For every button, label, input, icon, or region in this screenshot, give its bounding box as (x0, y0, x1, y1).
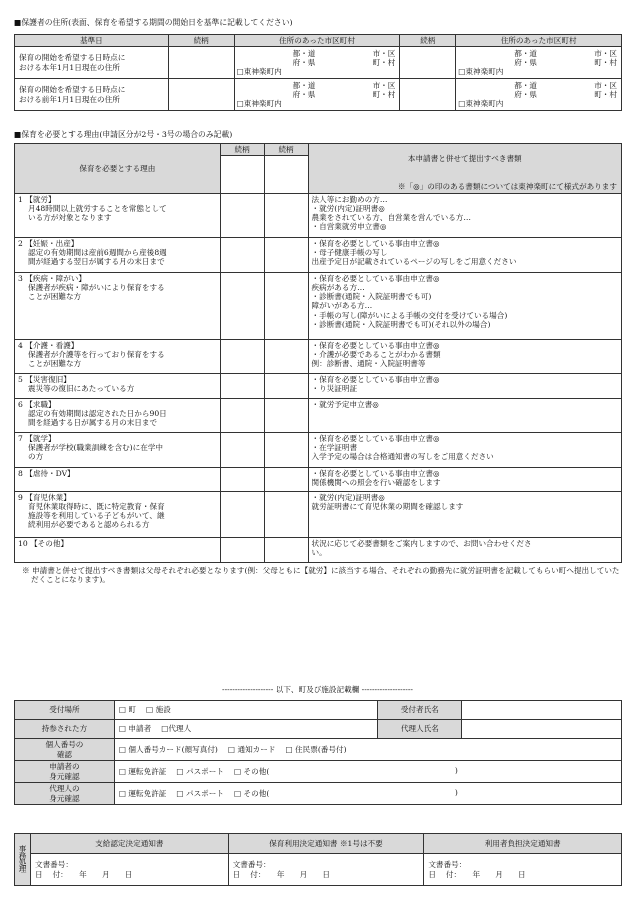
relation-input[interactable] (400, 47, 456, 79)
municipality-input[interactable]: 都・道 市・区 府・県 町・村 □東神楽町内 (456, 47, 622, 79)
agent-name-label: 代理人氏名 (378, 720, 462, 739)
relation-check[interactable] (220, 340, 264, 374)
header-relation-1: 続柄 (220, 144, 264, 156)
notice-support-cert: 支給認定決定通知書 (30, 834, 228, 854)
relation-check[interactable] (220, 273, 264, 340)
section2-heading: ■保育を必要とする理由(申請区分が2号・3号の場合のみ記載) (14, 130, 233, 139)
office-use-table (14, 700, 622, 805)
reason-row: 8 【虐待・DV】 ・保育を必要としている事由申立書◎ 関係機関への照会を行い確認をします (15, 468, 622, 492)
bearer-label: 持参された方 (15, 720, 115, 739)
guardian-address-table (14, 34, 622, 111)
relation-check[interactable] (220, 492, 264, 538)
required-docs: ・保育を必要としている事由申立書◎ 関係機関への照会を行い確認をします (308, 468, 621, 492)
applicant-id-check-options[interactable]: □ 運転免許証 □ パスポート □ その他( ) (114, 761, 621, 783)
higashikagura-checkbox[interactable]: □東神楽町内 (458, 67, 504, 76)
relation-check[interactable] (220, 238, 264, 273)
required-docs: 法人等にお勤めの方… ・就労(内定)証明書◎ 農業をされている方、自営業を営んでいる方… ・自営業就労申立書◎ (308, 194, 621, 238)
required-docs: 状況に応じて必要書類をご案内しますので、お問い合わせくださ い。 (308, 538, 621, 563)
header-municipality-1: 住所のあった市区町村 (234, 35, 400, 47)
reason-row: 2 【妊娠・出産】 認定の有効期間は産前6週間から産後8週 間が経過する翌日が属する月の末日まで ・保育を必要としている事由申立書◎ ・母子健康手帳の写し 出産予定日が記載されているページの写しをご用意ください (15, 238, 622, 273)
header-relation-1: 続柄 (168, 35, 234, 47)
bearer-options[interactable]: □ 申請者 □代理人 (114, 720, 378, 739)
municipality-input[interactable]: 都・道 市・区 府・県 町・村 □東神楽町内 (456, 79, 622, 111)
reason-row: 3 【疾病・障がい】 保護者が疾病・障がいにより保育をする ことが困難な方 ・保育を必要としている事由申立書◎ 疾病がある方… ・診断書(通院・入院証明書でも可) 障がいがある方… ・手帳の写し(障がいによる手帳の交付を受けている場合) ・診断書(通院・入院証明書でも可)(それ以外の場合) (15, 273, 622, 340)
municipality-input[interactable]: 都・道 市・区 府・県 町・村 □東神楽町内 (234, 47, 400, 79)
relation-check[interactable] (264, 194, 308, 238)
relation-check[interactable] (264, 340, 308, 374)
header-docs: 本申請書と併せて提出すべき書類 ※「◎」の印のある書類については東神楽町にて様式があります (308, 144, 621, 194)
relation-input[interactable] (168, 79, 234, 111)
reception-place-label: 受付場所 (15, 701, 115, 720)
receiver-name-label: 受付者氏名 (378, 701, 462, 720)
relation-check[interactable] (264, 238, 308, 273)
reason-row: 9 【育児休業】 育児休業取得時に、既に特定教育・保育 施設等を利用している子どもがいて、継 続利用が必要であると認められる方 ・就労(内定)証明書◎ 就労証明書にて育児休業の期間を確認します (15, 492, 622, 538)
relation-check[interactable] (220, 538, 264, 563)
relation-check[interactable] (220, 194, 264, 238)
required-docs: ・就労予定申立書◎ (308, 399, 621, 433)
address-row-label: 保育の開始を希望する日時点に おける本年1月1日現在の住所 (15, 47, 169, 79)
childcare-reason-table (14, 143, 622, 563)
relation-check[interactable] (220, 374, 264, 399)
address-row-label: 保育の開始を希望する日時点に おける前年1月1日現在の住所 (15, 79, 169, 111)
relation-check[interactable] (264, 399, 308, 433)
reason-row: 5 【災害復旧】 震災等の復旧にあたっている方 ・保育を必要としている事由申立書◎ ・り災証明証 (15, 374, 622, 399)
header-municipality-2: 住所のあった市区町村 (456, 35, 622, 47)
notice-user-burden: 利用者負担決定通知書 (424, 834, 622, 854)
higashikagura-checkbox[interactable]: □東神楽町内 (236, 67, 282, 76)
agent-id-check-label: 代理人の 身元確認 (15, 783, 115, 805)
required-docs: ・保育を必要としている事由申立書◎ ・母子健康手帳の写し 出産予定日が記載されているページの写しをご用意ください (308, 238, 621, 273)
header-relation-2: 続柄 (264, 144, 308, 156)
higashikagura-checkbox[interactable]: □東神楽町内 (458, 99, 504, 108)
reason-row: 6 【求職】 認定の有効期間は認定された日から90日 間を経過する日が属する月の末日まで ・就労予定申立書◎ (15, 399, 622, 433)
reason-row: 1 【就労】 月48時間以上就労することを常態として いる方が対象となります 法人等にお勤めの方… ・就労(内定)証明書◎ 農業をされている方、自営業を営んでいる方… ・自営業就労申立書◎ (15, 194, 622, 238)
required-docs: ・保育を必要としている事由申立書◎ ・介護が必要であることがわかる書類 例：診断書、通院・入院証明書等 (308, 340, 621, 374)
processing-table (14, 833, 622, 886)
notice-childcare-use: 保育利用決定通知書 ※1号は不要 (228, 834, 424, 854)
agent-id-check-options[interactable]: □ 運転免許証 □ パスポート □ その他( ) (114, 783, 621, 805)
documents-note: ※ 申請書と併せて提出すべき書類は父母それぞれ必要となります(例：父母ともに【就労】に該当する場合、それぞれの勤務先に就労証明書を記載してもらい町へ提出していただくことになります)。 (22, 566, 620, 585)
required-docs: ・就労(内定)証明書◎ 就労証明書にて育児休業の期間を確認します (308, 492, 621, 538)
relation-check[interactable] (264, 492, 308, 538)
relation-check[interactable] (220, 468, 264, 492)
applicant-id-check-label: 申請者の 身元確認 (15, 761, 115, 783)
address-row-this-year (15, 47, 622, 79)
relation-input[interactable] (220, 156, 264, 194)
address-row-last-year (15, 79, 622, 111)
header-relation-2: 続柄 (400, 35, 456, 47)
receiver-name-input[interactable] (462, 701, 622, 720)
notice-childcare-use-fields[interactable]: 文書番号： 日 付： 年 月 日 (228, 854, 424, 886)
reason-row: 4 【介護・看護】 保護者が介護等を行っており保育をする ことが困難な方 ・保育を必要としている事由申立書◎ ・介護が必要であることがわかる書類 例：診断書、通院・入院証明書等 (15, 340, 622, 374)
agent-name-input[interactable] (462, 720, 622, 739)
relation-check[interactable] (264, 468, 308, 492)
header-base-date: 基準日 (15, 35, 169, 47)
required-docs: ・保育を必要としている事由申立書◎ ・り災証明証 (308, 374, 621, 399)
office-processing-label: 事務処理 (15, 834, 31, 886)
reason-row: 10 【その他】 状況に応じて必要書類をご案内しますので、お問い合わせくださ い。 (15, 538, 622, 563)
relation-check[interactable] (220, 433, 264, 468)
header-docs-note: ※「◎」の印のある書類については東神楽町にて様式があります (397, 182, 617, 191)
higashikagura-checkbox[interactable]: □東神楽町内 (236, 99, 282, 108)
relation-check[interactable] (264, 538, 308, 563)
required-docs: ・保育を必要としている事由申立書◎ 疾病がある方… ・診断書(通院・入院証明書でも可) 障がいがある方… ・手帳の写し(障がいによる手帳の交付を受けている場合) ・診断書(通院・入院証明書でも可)(それ以外の場合) (308, 273, 621, 340)
relation-input[interactable] (400, 79, 456, 111)
relation-input[interactable] (168, 47, 234, 79)
relation-check[interactable] (220, 399, 264, 433)
section1-heading: ■保護者の住所(表面、保育を希望する期間の開始日を基準に記載してください) (14, 18, 293, 27)
relation-check[interactable] (264, 374, 308, 399)
relation-input[interactable] (264, 156, 308, 194)
municipality-input[interactable]: 都・道 市・区 府・県 町・村 □東神楽町内 (234, 79, 400, 111)
relation-check[interactable] (264, 433, 308, 468)
reason-row: 7 【就学】 保護者が学校(職業訓練を含む)に在学中 の方 ・保育を必要としている事由申立書◎ ・在学証明書 入学予定の場合は合格通知書の写しをご用意ください (15, 433, 622, 468)
my-number-check-options[interactable]: □ 個人番号カード(顔写真付) □ 通知カード □ 住民票(番号付) (114, 739, 621, 761)
notice-support-cert-fields[interactable]: 文書番号： 日 付： 年 月 日 (30, 854, 228, 886)
relation-check[interactable] (264, 273, 308, 340)
required-docs: ・保育を必要としている事由申立書◎ ・在学証明書 入学予定の場合は合格通知書の写しをご用意ください (308, 433, 621, 468)
my-number-check-label: 個人番号の 確認 (15, 739, 115, 761)
reception-place-options[interactable]: □ 町 □ 施設 (114, 701, 378, 720)
header-reason: 保育を必要とする理由 (15, 144, 221, 194)
office-use-divider: -------------------- 以下、町及び施設記載欄 -------------------- (222, 685, 413, 694)
notice-user-burden-fields[interactable]: 文書番号： 日 付： 年 月 日 (424, 854, 622, 886)
